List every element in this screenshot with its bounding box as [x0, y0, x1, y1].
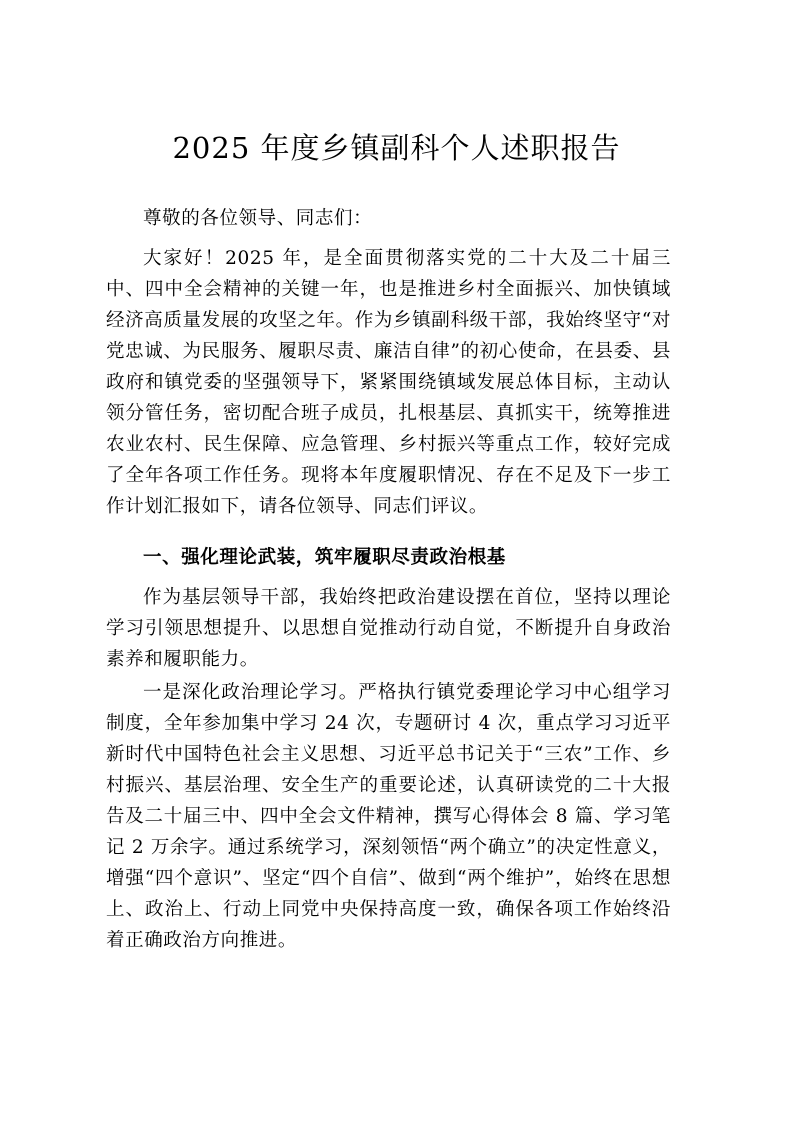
intro-paragraph: 大家好！2025 年，是全面贯彻落实党的二十大及二十届三中、四中全会精神的关键一年，也是推进乡村全面振兴、加快镇域经济高质量发展的攻坚之年。作为乡镇副科级干部，我始终坚守“对党忠诚、为民服务、履职尽责、廉洁自律”的初心使命，在县委、县政府和镇党委的坚强领导下，紧紧围绕镇域发展总体目标，主动认领分管任务，密切配合班子成员，扎根基层、真抓实干，统筹推进农业农村、民生保障、应急管理、乡村振兴等重点工作，较好完成了全年各项工作任务。现将本年度履职情况、存在不足及下一步工作计划汇报如下，请各位领导、同志们评议。 — [106, 248, 671, 517]
section-lead-paragraph: 作为基层领导干部，我始终把政治建设摆在首位，坚持以理论学习引领思想提升、以思想自觉推动行动自觉，不断提升自身政治素养和履职能力。 — [106, 587, 671, 670]
document-title: 2025 年度乡镇副科个人述职报告 — [172, 131, 621, 165]
greeting-paragraph: 尊敬的各位领导、同志们： — [143, 208, 373, 229]
section-point-paragraph: 一是深化政治理论学习。严格执行镇党委理论学习中心组学习制度，全年参加集中学习 24 次，专题研讨 4 次，重点学习习近平新时代中国特色社会主义思想、习近平总书记关于“三农”工作、乡村振兴、基层治理、安全生产的重要论述，认真研读党的二十大报告及二十届三中、四中全会文件精神，撰写心得体会 8 篇、学习笔记 2 万余字。通过系统学习，深刻领悟“两个确立”的决定性意义，增强“四个意识”、坚定“四个自信”、做到“两个维护”，始终在思想上、政治上、行动上同党中央保持高度一致，确保各项工作始终沿着正确政治方向推进。 — [106, 682, 671, 951]
section-heading: 一、强化理论武装，筑牢履职尽责政治根基 — [143, 547, 506, 568]
document-body — [106, 203, 671, 958]
